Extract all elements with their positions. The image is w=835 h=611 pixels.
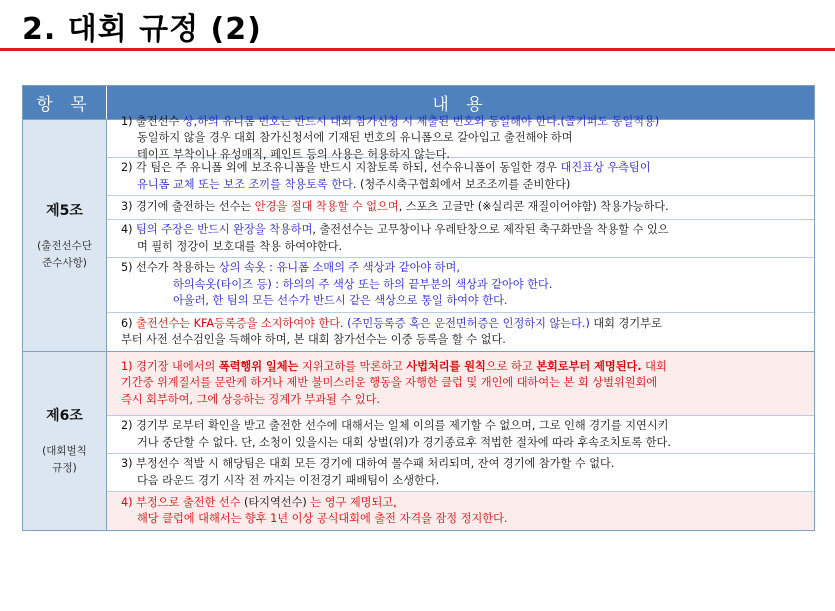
rule-item xyxy=(107,258,814,313)
rule-text: 는 영구 제명되고, xyxy=(306,495,397,509)
rule-item xyxy=(107,313,814,351)
rule-item xyxy=(107,158,814,196)
rule-line xyxy=(121,114,808,131)
rule-line xyxy=(121,435,808,452)
article-name: 제5조 xyxy=(46,202,83,219)
rule-line xyxy=(121,473,808,490)
rule-text: 동일하지 않을 경우 대회 참가신청서에 기재된 번호의 유니폼으로 갈아입고 출전해야 하며 xyxy=(137,131,573,145)
rule-item xyxy=(107,492,814,530)
header-content: 내 용 xyxy=(432,95,489,115)
rule-text: 대진표상 우측팀이 xyxy=(560,161,651,174)
rule-line xyxy=(121,130,808,147)
rule-text: 유니폼 교체 또는 보조 조끼를 착용토록 한다. xyxy=(137,177,357,191)
rule-line xyxy=(121,293,808,310)
rule-item xyxy=(107,454,814,492)
rule-line xyxy=(121,375,808,392)
rule-text: , 스포츠 고글만 (※실리콘 재질이어야함) 착용가능하다. xyxy=(398,200,669,214)
rule-line xyxy=(121,222,808,239)
rule-text: 상의 속옷 : 유니폼 소매의 주 색상과 같아야 하며, xyxy=(218,261,460,275)
rule-line xyxy=(121,511,808,528)
rule-text: 다음 라운드 경기 시작 전 까지는 이전경기 패배팀이 소생한다. xyxy=(137,473,440,487)
page-title: 2. 대회 규정 (2) xyxy=(22,12,262,47)
rule-text: 대회 xyxy=(641,359,667,373)
rule-line xyxy=(121,392,808,409)
rule-text: 하의속옷(타이즈 등) : 하의의 주 색상 또는 하의 끝부분의 색상과 같아야 한다. xyxy=(173,277,553,291)
rule-item xyxy=(107,114,814,161)
rule-line xyxy=(121,456,808,473)
rule-text: 상,하의 유니폼 번호는 반드시 대회 참가신청 시 제출된 번호와 동일해야 한다.(골키퍼도 동일적용) xyxy=(182,114,660,128)
rule-line xyxy=(121,199,808,216)
rule-text: 안경을 절대 착용할 수 없으며 xyxy=(254,200,399,214)
rule-line xyxy=(121,332,808,349)
rule-text: 폭력행위 일체는 xyxy=(218,359,299,373)
rule-line xyxy=(121,359,808,376)
rule-text: 5) 선수가 착용하는 xyxy=(121,261,219,275)
rule-text: 1) 출전선수 xyxy=(121,114,183,128)
table-body xyxy=(23,114,814,530)
rule-text: 4) xyxy=(121,223,137,236)
rule-line xyxy=(121,277,808,294)
article-subtitle: (출전선수단 준수사항) xyxy=(37,239,92,269)
rule-text: (청주시축구협회에서 보조조끼를 준비한다) xyxy=(356,177,571,191)
article-rows xyxy=(107,352,814,530)
article-group xyxy=(23,351,814,530)
rule-text: 6) xyxy=(121,316,137,330)
rule-text: 3) 부정선수 적발 시 해당팀은 대회 모든 경기에 대하여 몰수패 처리되며, 잔여 경기에 참가할 수 없다. xyxy=(121,457,615,470)
rule-line xyxy=(121,177,808,194)
rule-text: 2) 각 팀은 주 유니폼 외에 보조유니폼을 반드시 지참토록 하되, 선수유니폼이 동일한 경우 xyxy=(121,161,561,174)
rule-item xyxy=(107,352,814,416)
rule-text: , 출전선수는 고무창이나 우레탄창으로 제작된 축구화만을 착용할 수 있으 xyxy=(312,223,669,236)
rule-text: 며 필히 정강이 보호대를 착용 하여야한다. xyxy=(137,239,343,253)
rule-line xyxy=(121,418,808,435)
rule-line xyxy=(121,316,808,333)
rule-line xyxy=(121,160,808,177)
rule-line xyxy=(121,239,808,256)
rule-line xyxy=(121,260,808,277)
rule-item xyxy=(107,196,814,220)
rule-text: 출전선수는 KFA등록증을 소지하여야 한다. xyxy=(136,316,344,330)
rule-text: 4) 부정으로 출전한 선수 xyxy=(121,495,244,509)
article-group xyxy=(23,114,814,351)
rule-text: (타지역선수) xyxy=(243,495,307,509)
rule-text: 기간중 위계질서를 문란케 하거나 제반 불미스러운 행동을 자행한 클럽 및 개인에 대하여는 본 회 상벌위원회에 xyxy=(121,376,658,390)
rule-text: 사법처리를 원칙 xyxy=(406,359,486,373)
rule-text: 즉시 회부하여, 그에 상응하는 징계가 부과될 수 있다. xyxy=(121,392,380,406)
rule-text: 본회로부터 제명된다. xyxy=(536,359,642,373)
article-cell xyxy=(23,120,107,351)
rule-text: 거나 중단할 수 없다. 단, 소청이 있을시는 대회 상벌(위)가 경기종료후 적법한 절차에 따라 후속조치토록 한다. xyxy=(137,435,671,449)
article-name: 제6조 xyxy=(46,408,83,424)
article-cell xyxy=(23,352,107,530)
rule-text: 2) 경기부 로부터 확인을 받고 출전한 선수에 대해서는 일체 이의를 제기할 수 없으며, 그로 인해 경기를 지연시키 xyxy=(121,419,669,432)
rule-text: 팀의 주장은 반드시 완장을 착용하며 xyxy=(136,223,313,236)
header-item: 항 목 xyxy=(23,86,107,119)
rule-text: (주민등록증 혹은 운전면허증은 인정하지 않는다.) xyxy=(343,316,590,330)
rule-text: 부터 사전 선수검인을 득해야 하며, 본 대회 참가선수는 이중 등록을 할 수 없다. xyxy=(121,333,506,346)
rule-text: 으로 하고 xyxy=(485,359,537,373)
rule-line xyxy=(121,495,808,512)
rule-item xyxy=(107,416,814,454)
rule-text: 3) 경기에 출전하는 선수는 xyxy=(121,200,255,214)
rule-text: 대회 경기부로 xyxy=(589,316,662,330)
rule-text: 테이프 부착이나 유성매직, 페인트 등의 사용은 허용하지 않는다. xyxy=(137,147,450,161)
rule-text: 지위고하를 막론하고 xyxy=(298,359,407,373)
rules-table xyxy=(22,85,815,531)
title-underline xyxy=(0,48,835,51)
article-rows xyxy=(107,114,814,351)
rule-text: 해당 클럽에 대해서는 향후 1년 이상 공식대회에 출전 자격을 잠정 정지한다. xyxy=(137,512,508,525)
rule-text: 아울러, 한 팀의 모든 선수가 반드시 같은 색상으로 통일 하여야 한다. xyxy=(173,294,508,308)
rule-item xyxy=(107,220,814,258)
rule-text: 1) 경기장 내에서의 xyxy=(121,359,219,373)
article-subtitle: (대회벌칙 규정) xyxy=(42,445,87,474)
